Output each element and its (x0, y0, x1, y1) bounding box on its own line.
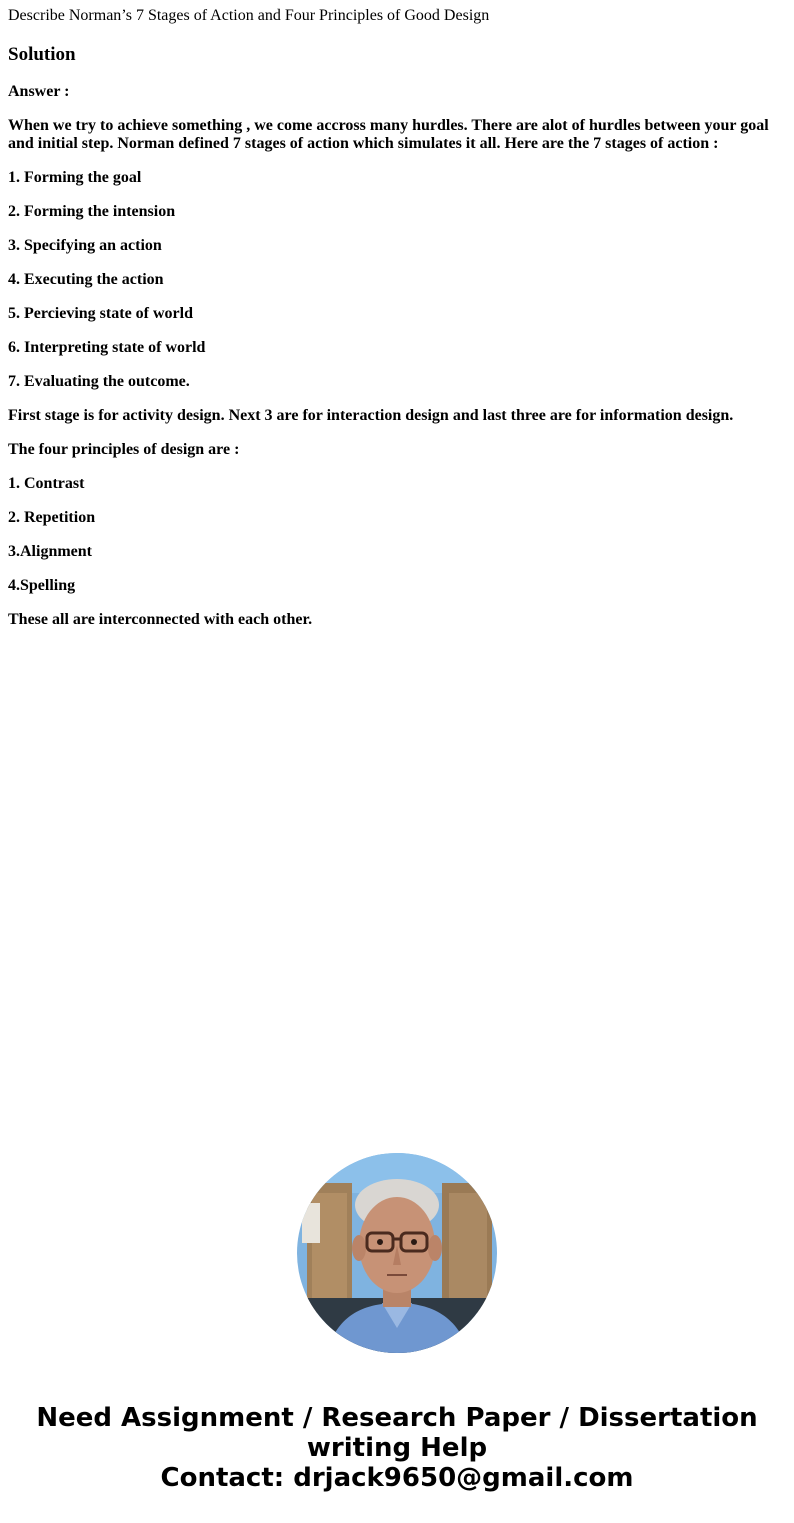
stage-item: 4. Executing the action (8, 271, 164, 288)
stage-item: 3. Specifying an action (8, 237, 162, 254)
person-photo-icon (297, 1153, 497, 1353)
principle-item: 2. Repetition (8, 509, 96, 526)
principle-item: 1. Contrast (8, 475, 85, 492)
contact-email: Contact: drjack9650@gmail.com (160, 1463, 634, 1493)
cta-line: writing Help (306, 1433, 488, 1463)
stage-item: 5. Percieving state of world (8, 305, 193, 322)
contact-banner (0, 1403, 794, 1493)
stage-item: 7. Evaluating the outcome. (8, 373, 190, 390)
stage-item: 1. Forming the goal (8, 169, 142, 186)
avatar (297, 1153, 497, 1353)
intro-paragraph: When we try to achieve something , we come accross many hurdles. There are alot of hurdles between your goal and initial step. Norman defined 7 stages of action which simulates it all. Here are the 7 stages of action : (8, 117, 769, 152)
cta-line: Need Assignment / Research Paper / Dissertation (36, 1403, 758, 1433)
principle-item: 4.Spelling (8, 577, 76, 594)
principle-item: 3.Alignment (8, 543, 92, 560)
conclusion: These all are interconnected with each other. (8, 611, 313, 628)
document-body (8, 0, 786, 629)
stage-item: 2. Forming the intension (8, 203, 176, 220)
principles-intro: The four principles of design are : (8, 441, 240, 458)
solution-heading: Solution (8, 44, 76, 65)
answer-label: Answer : (8, 83, 70, 100)
stages-note: First stage is for activity design. Next 3 are for interaction design and last three are for information design. (8, 407, 734, 424)
stage-item: 6. Interpreting state of world (8, 339, 206, 356)
question-title: Describe Norman’s 7 Stages of Action and Four Principles of Good Design (8, 7, 490, 24)
